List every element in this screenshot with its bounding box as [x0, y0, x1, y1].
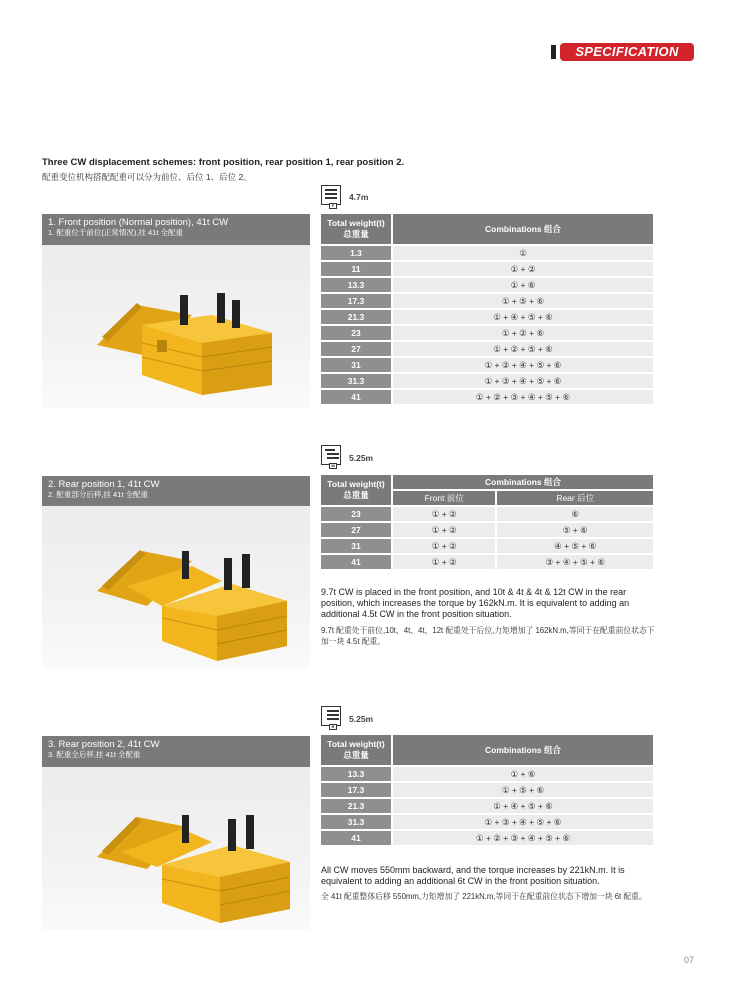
- table-row: 21.3 ① + ④ + ⑤ + ⑥: [321, 799, 653, 813]
- table-row: 11 ① + ②: [321, 262, 653, 276]
- table-row: 17.3 ① + ⑤ + ⑥: [321, 783, 653, 797]
- combinations-header: Combinations 组合: [393, 735, 653, 765]
- front-header: Front 前位: [393, 491, 495, 505]
- table-row: 17.3 ① + ⑤ + ⑥: [321, 294, 653, 308]
- section-title-cn: 2. 配重部分后移,挂 41t 全配重: [48, 490, 149, 499]
- distance-label: 4.7m: [349, 192, 369, 202]
- table-row: 41 ① + ② + ③ + ④ + ⑤ + ⑥: [321, 390, 653, 404]
- table-row: 13.3 ① + ⑥: [321, 767, 653, 781]
- section-title-cn: 3. 配重全后移,挂 41t 全配重: [48, 750, 141, 759]
- front-position-table: [319, 212, 655, 406]
- table-row: 21.3 ① + ④ + ⑤ + ⑥: [321, 310, 653, 324]
- section-title: [42, 736, 310, 767]
- section-title: [42, 214, 310, 245]
- rear-1-note-cn: 9.7t 配重处于前位,10t、4t、4t、12t 配重处于后位,力矩增加了 162kN.m,等同于在配重前位状态下加一块 4.5t 配重。: [321, 626, 655, 646]
- rear-2-note-en: All CW moves 550mm backward, and the torque increases by 221kN.m. It is equivalent to adding an additional 6t CW in the front position situation.: [321, 865, 625, 886]
- distance-label: 5.25m: [349, 714, 374, 724]
- table-row: 31.3 ① + ③ + ④ + ⑤ + ⑥: [321, 374, 653, 388]
- cw-rear-position-2-icon: [321, 706, 341, 729]
- rear-position-1-table: [319, 473, 655, 571]
- counterweight-illustration: [42, 767, 310, 930]
- table-row: 23 ① + ② ⑥: [321, 507, 653, 521]
- rear-header: Rear 后位: [497, 491, 653, 505]
- section-title-en: 1. Front position (Normal position), 41t CW: [48, 217, 229, 228]
- table-row: 41 ① + ② ③ + ④ + ⑤ + ⑥: [321, 555, 653, 569]
- crane-counterweight-image-rear-1: [42, 506, 310, 669]
- rear-position-2-table: [319, 733, 655, 847]
- counterweight-illustration: [42, 506, 310, 669]
- table-row: 23 ① + ② + ⑥: [321, 326, 653, 340]
- table-row: 31.3 ① + ③ + ④ + ⑤ + ⑥: [321, 815, 653, 829]
- table-row: 1.3 ①: [321, 246, 653, 260]
- icon-letter: R: [329, 724, 337, 730]
- counterweight-illustration: [42, 245, 310, 408]
- rear-2-note-cn: 全 41t 配重整体后移 550mm,力矩增加了 221kN.m,等同于在配重前位状态下增加一块 6t 配重。: [321, 892, 647, 901]
- section-title-cn: 1. 配重位于前位(正常情况),挂 41t 全配重: [48, 228, 184, 237]
- table-row: 31 ① + ② ④ + ⑤ + ⑥: [321, 539, 653, 553]
- specification-badge: SPECIFICATION: [560, 43, 694, 61]
- distance-label: 5.25m: [349, 453, 374, 463]
- section-title: [42, 476, 310, 506]
- combinations-header: Combinations 组合: [393, 214, 653, 244]
- table-row: 41 ① + ② + ③ + ④ + ⑤ + ⑥: [321, 831, 653, 845]
- cw-front-position-icon: [321, 185, 341, 208]
- table-row: 27 ① + ② + ⑤ + ⑥: [321, 342, 653, 356]
- section-title-en: 2. Rear position 1, 41t CW: [48, 479, 160, 490]
- section-title-en: 3. Rear position 2, 41t CW: [48, 739, 160, 750]
- rear-1-note-en: 9.7t CW is placed in the front position, and 10t & 4t & 4t & 12t CW in the rear position, which increases the torque by 162kN.m. It is equivalent to adding an additional 4.5t CW in the front position situation.: [321, 587, 630, 619]
- crane-counterweight-image-rear-2: [42, 767, 310, 930]
- table-row: 27 ① + ② ⑤ + ⑥: [321, 523, 653, 537]
- weight-header: Total weight(t) 总重量: [321, 735, 391, 765]
- crane-counterweight-image-front: [42, 245, 310, 408]
- icon-letter: M: [329, 463, 337, 469]
- table-row: 31 ① + ② + ④ + ⑤ + ⑥: [321, 358, 653, 372]
- intro-text-cn: 配重变位机构搭配配重可以分为前位、后位 1、后位 2。: [42, 172, 252, 182]
- header-accent-bar: [551, 45, 556, 59]
- combinations-header: Combinations 组合: [393, 475, 653, 489]
- intro-text-en: Three CW displacement schemes: front position, rear position 1, rear position 2.: [42, 157, 405, 168]
- table-row: 13.3 ① + ⑥: [321, 278, 653, 292]
- cw-rear-position-1-icon: [321, 445, 341, 468]
- weight-header: Total weight(t) 总重量: [321, 214, 391, 244]
- page-number: 07: [684, 955, 695, 965]
- icon-letter: F: [329, 203, 337, 209]
- weight-header: Total weight(t) 总重量: [321, 475, 391, 505]
